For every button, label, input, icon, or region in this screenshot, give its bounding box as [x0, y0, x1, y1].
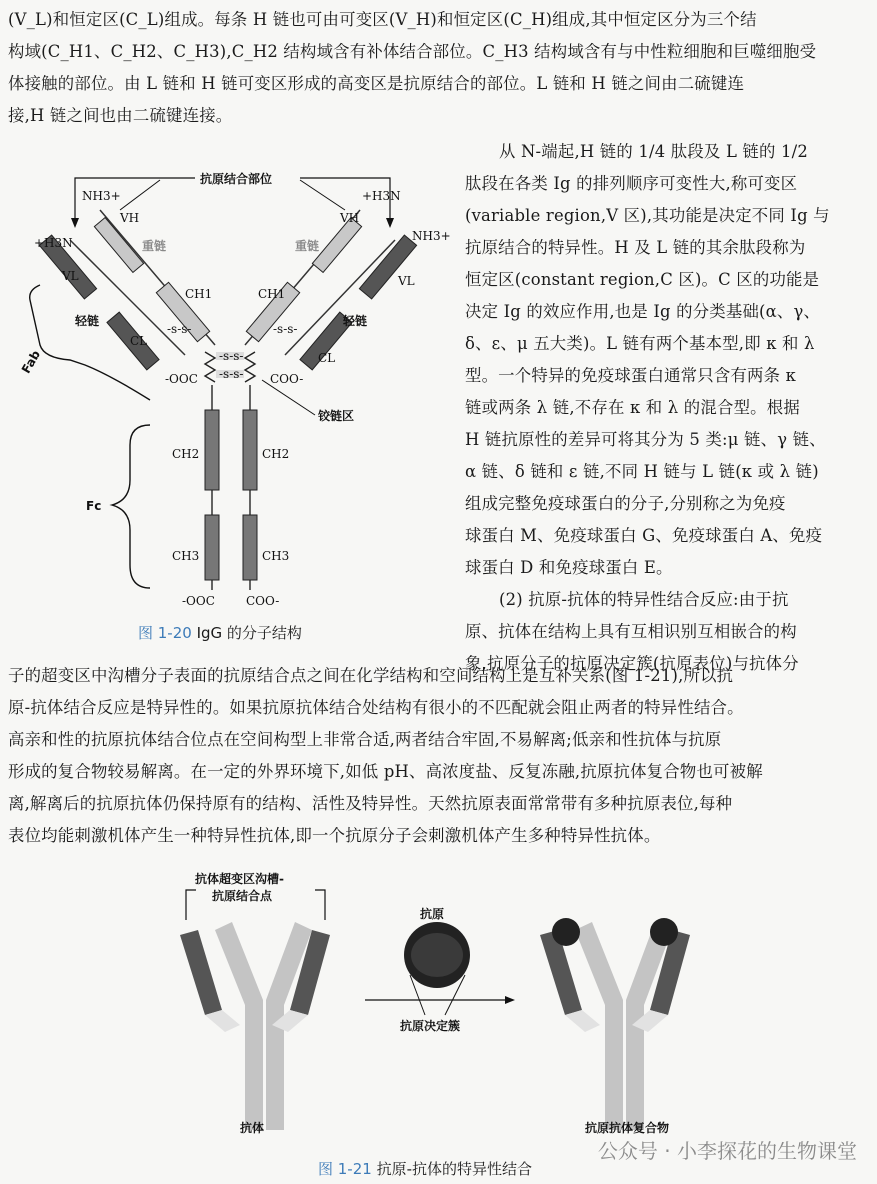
disulfide-label: -s-s-: [167, 322, 192, 336]
disulfide-label: -s-s-: [219, 367, 244, 381]
text-line: 体接触的部位。由 L 链和 H 链可变区形成的高变区是抗原结合的部位。L 链和 H 链之间由二硫键连: [8, 74, 745, 93]
label-ch2: CH2: [262, 447, 290, 461]
label-light-chain: 轻链: [343, 314, 368, 328]
text-line: (variable region,V 区),其功能是决定不同 Ig 与: [465, 206, 830, 225]
label-nh3: NH3+: [412, 229, 451, 243]
label-determinant: 抗原决定簇: [400, 1019, 461, 1033]
antibody-left: [180, 922, 330, 1130]
label-binding-site: 抗原结合部位: [200, 172, 273, 186]
text-line: (V_L)和恒定区(C_L)组成。每条 H 链也可由可变区(V_H)和恒定区(C_H)组成,其中恒定区分为三个结: [8, 10, 757, 29]
label-antibody: 抗体: [240, 1121, 265, 1135]
text-line: 构域(C_H1、C_H2、C_H3),C_H2 结构域含有补体结合部位。C_H3 结构域含有与中性粒细胞和巨噬细胞受: [8, 42, 817, 61]
antibody-complex: [540, 918, 690, 1130]
text-line: 表位均能刺激机体产生一种特异性抗体,即一个抗原分子会刺激机体产生多种特异性抗体。: [8, 826, 661, 845]
text-line: 决定 Ig 的效应作用,也是 Ig 的分类基础(α、γ、: [465, 302, 821, 321]
text-line: 原-抗体结合反应是特异性的。如果抗原抗体结合处结构有很小的不匹配就会阻止两者的特异性结合。: [8, 698, 744, 717]
label-nh3: NH3+: [82, 189, 121, 203]
label-antigen: 抗原: [420, 907, 445, 921]
text-line: 组成完整免疫球蛋白的分子,分别称之为免疫: [465, 494, 786, 513]
text-line: 形成的复合物较易解离。在一定的外界环境下,如低 pH、高浓度盐、反复冻融,抗原抗体复合物也可被解: [8, 762, 763, 781]
label-vh: VH: [120, 211, 140, 225]
disulfide-label: -s-s-: [273, 322, 298, 336]
label-ch3: CH3: [262, 549, 290, 563]
text-line: 球蛋白 D 和免疫球蛋白 E。: [465, 558, 673, 577]
watermark: 公众号 · 小李探花的生物课堂: [597, 1139, 857, 1163]
text-line: H 链抗原性的差异可将其分为 5 类:μ 链、γ 链、: [465, 430, 826, 449]
label-complex: 抗原抗体复合物: [585, 1121, 670, 1135]
antigen-shade: [411, 933, 463, 977]
label-light-chain: 轻链: [75, 314, 100, 328]
text-line: 子的超变区中沟槽分子表面的抗原结合点之间在化学结构和空间结构上是互补关系(图 1-21),所以抗: [8, 666, 734, 685]
label-groove-1: 抗体超变区沟槽-: [195, 872, 284, 886]
label-ooc: -OOC: [182, 594, 215, 608]
label-groove-2: 抗原结合点: [212, 889, 273, 903]
label-hinge: 铰链区: [318, 409, 355, 423]
text-line: 型。一个特异的免疫球蛋白通常只含有两条 κ: [465, 366, 797, 385]
text-line: 从 N-端起,H 链的 1/4 肽段及 L 链的 1/2: [499, 142, 809, 161]
disulfide-label: -s-s-: [219, 349, 244, 363]
label-cl: CL: [130, 334, 148, 348]
text-line: (2) 抗原-抗体的特异性结合反应:由于抗: [499, 590, 789, 609]
label-vl: VL: [398, 274, 415, 288]
label-ch1: CH1: [258, 287, 286, 301]
text-line: 链或两条 λ 链,不存在 κ 和 λ 的混合型。根据: [465, 398, 800, 417]
figure-caption: [318, 1158, 532, 1179]
label-fab: Fab: [18, 347, 44, 376]
arrowhead-icon: [505, 996, 515, 1004]
text-line: 离,解离后的抗原抗体仍保持原有的结构、活性及特异性。天然抗原表面常常带有多种抗原表位,每种: [8, 794, 733, 813]
label-ch2: CH2: [172, 447, 200, 461]
label-ch3: CH3: [172, 549, 200, 563]
text-line: 抗原结合的特异性。H 及 L 链的其余肽段称为: [465, 238, 806, 257]
caption-number: 图 1-21: [318, 1160, 372, 1178]
label-h3n: +H3N: [362, 189, 401, 203]
label-ch1: CH1: [185, 287, 213, 301]
text-line: δ、ε、μ 五大类)。L 链有两个基本型,即 κ 和 λ: [465, 334, 815, 353]
label-fc: Fc: [86, 499, 102, 513]
label-coo: COO-: [270, 372, 304, 386]
text-line: 接,H 链之间也由二硫键连接。: [8, 106, 233, 125]
groove-line-right: [315, 890, 325, 920]
caption-text: IgG 的分子结构: [196, 624, 302, 642]
label-vh: VH: [340, 211, 360, 225]
text-line: 高亲和性的抗原抗体结合位点在空间构型上非常合适,两者结合牢固,不易解离;低亲和性抗体与抗原: [8, 730, 722, 749]
text-line: 恒定区(constant region,C 区)。C 区的功能是: [465, 270, 820, 289]
label-vl: VL: [62, 269, 79, 283]
text-line: 球蛋白 M、免疫球蛋白 G、免疫球蛋白 A、免疫: [465, 526, 823, 545]
label-heavy-chain: 重链: [142, 239, 167, 253]
text-line: 原、抗体在结构上具有互相识别互相嵌合的构: [465, 622, 797, 641]
label-ooc: -OOC: [165, 372, 198, 386]
text-line: 肽段在各类 Ig 的排列顺序可变性大,称可变区: [465, 174, 798, 193]
groove-line-left: [186, 890, 196, 920]
caption-number: 图 1-20: [138, 624, 192, 642]
label-h3n: +H3N: [34, 236, 73, 250]
label-heavy-chain: 重链: [295, 239, 320, 253]
text-line: α 链、δ 链和 ε 链,不同 H 链与 L 链(κ 或 λ 链): [465, 462, 819, 481]
caption-text: 抗原-抗体的特异性结合: [376, 1160, 533, 1178]
label-cl: CL: [318, 351, 336, 365]
label-coo: COO-: [246, 594, 280, 608]
text-line: 象,抗原分子的抗原决定簇(抗原表位)与抗体分: [465, 654, 799, 673]
